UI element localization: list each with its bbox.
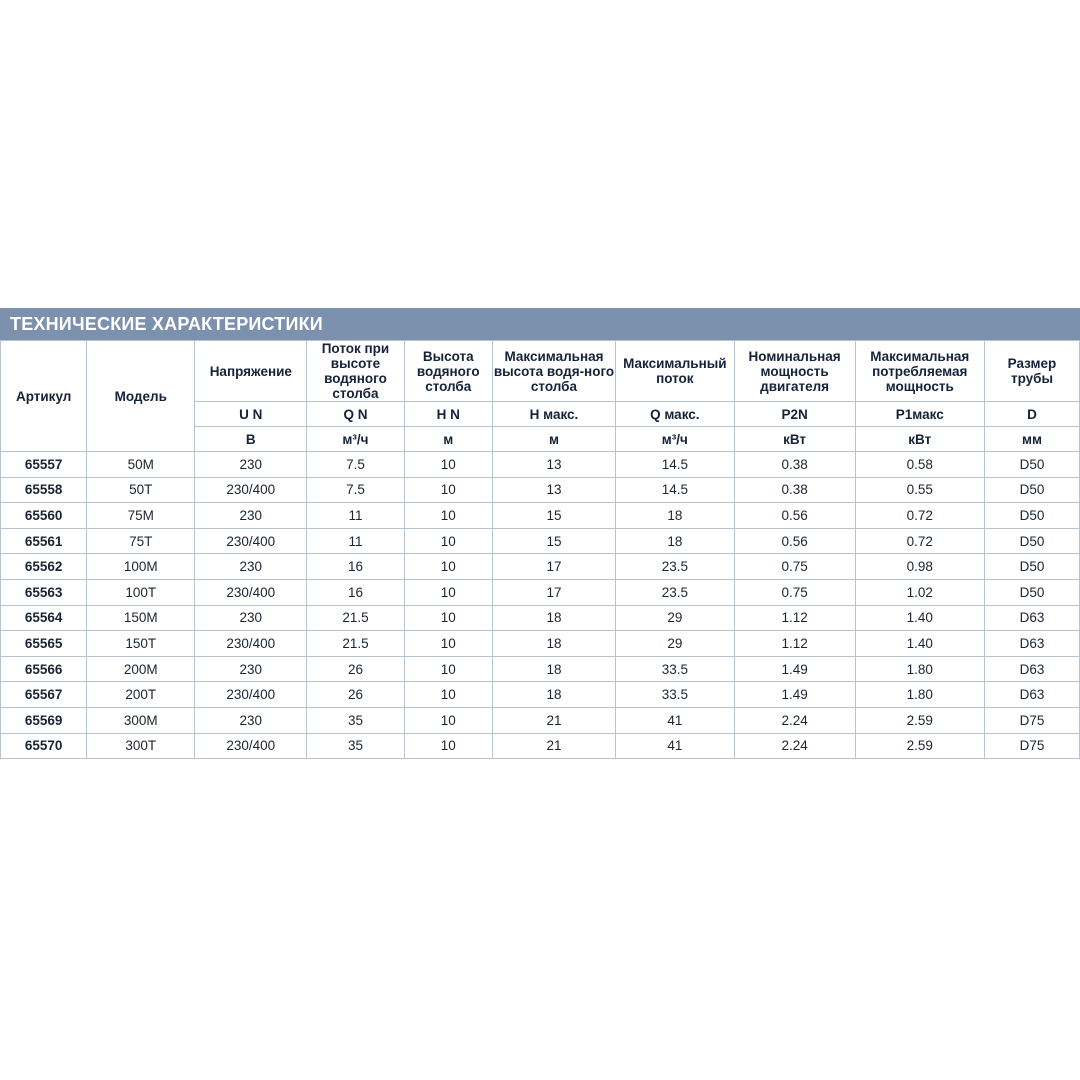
symbol-header-hn: H N — [404, 402, 492, 427]
table-cell: 17 — [492, 579, 615, 605]
table-cell: D63 — [984, 631, 1079, 657]
table-cell: 29 — [615, 605, 734, 631]
table-row — [1, 554, 1080, 580]
table-cell: 100M — [87, 554, 195, 580]
unit-header-un: В — [195, 427, 307, 452]
table-cell: 18 — [615, 503, 734, 529]
unit-header-d: мм — [984, 427, 1079, 452]
table-cell: 33.5 — [615, 682, 734, 708]
table-row — [1, 528, 1080, 554]
column-header-head: Высота водяного столба — [404, 341, 492, 402]
table-cell: 230 — [195, 656, 307, 682]
column-header-article: Артикул — [1, 341, 87, 452]
table-cell: 18 — [492, 631, 615, 657]
column-header-max-flow: Максимальный поток — [615, 341, 734, 402]
table-cell: 0.98 — [855, 554, 984, 580]
table-cell: 230 — [195, 503, 307, 529]
table-cell: 1.80 — [855, 656, 984, 682]
table-cell: D75 — [984, 733, 1079, 759]
table-cell: 2.24 — [734, 733, 855, 759]
table-cell: 200M — [87, 656, 195, 682]
unit-header-hn: м — [404, 427, 492, 452]
table-cell: 14.5 — [615, 452, 734, 478]
specifications-section — [0, 308, 1080, 759]
table-cell: 10 — [404, 707, 492, 733]
column-header-voltage: Напряжение — [195, 341, 307, 402]
table-cell: 29 — [615, 631, 734, 657]
table-cell: 10 — [404, 631, 492, 657]
table-cell: 0.56 — [734, 528, 855, 554]
table-cell: 2.59 — [855, 733, 984, 759]
table-cell: 7.5 — [307, 452, 404, 478]
table-cell: D50 — [984, 528, 1079, 554]
table-head — [1, 341, 1080, 452]
symbol-header-p2n: P2N — [734, 402, 855, 427]
table-cell: 300T — [87, 733, 195, 759]
table-cell: 23.5 — [615, 554, 734, 580]
column-header-pipe-size: Размер трубы — [984, 341, 1079, 402]
table-cell: 10 — [404, 528, 492, 554]
column-header-flow-at-head: Поток при высоте водяного столба — [307, 341, 404, 402]
table-row — [1, 682, 1080, 708]
table-cell: 2.59 — [855, 707, 984, 733]
table-cell: D50 — [984, 477, 1079, 503]
unit-header-qn: м³/ч — [307, 427, 404, 452]
symbol-header-p1max: P1макс — [855, 402, 984, 427]
table-body — [1, 452, 1080, 759]
table-cell: 7.5 — [307, 477, 404, 503]
table-cell: 10 — [404, 503, 492, 529]
table-row — [1, 605, 1080, 631]
table-cell: 1.02 — [855, 579, 984, 605]
table-cell: 13 — [492, 452, 615, 478]
cell-article: 65567 — [1, 682, 87, 708]
table-cell: 11 — [307, 528, 404, 554]
table-cell: 230/400 — [195, 528, 307, 554]
table-cell: 10 — [404, 733, 492, 759]
table-cell: 16 — [307, 554, 404, 580]
table-cell: 10 — [404, 554, 492, 580]
unit-header-p2n: кВт — [734, 427, 855, 452]
table-cell: D63 — [984, 605, 1079, 631]
table-cell: 0.38 — [734, 477, 855, 503]
cell-article: 65557 — [1, 452, 87, 478]
table-cell: 150M — [87, 605, 195, 631]
table-cell: 16 — [307, 579, 404, 605]
cell-article: 65562 — [1, 554, 87, 580]
table-row — [1, 631, 1080, 657]
table-cell: 0.38 — [734, 452, 855, 478]
table-cell: 18 — [492, 656, 615, 682]
symbol-header-d: D — [984, 402, 1079, 427]
table-cell: 50M — [87, 452, 195, 478]
specifications-table — [0, 340, 1080, 759]
table-cell: 1.49 — [734, 656, 855, 682]
table-cell: 14.5 — [615, 477, 734, 503]
cell-article: 65561 — [1, 528, 87, 554]
table-row — [1, 707, 1080, 733]
table-cell: 200T — [87, 682, 195, 708]
table-cell: 1.40 — [855, 631, 984, 657]
table-cell: 150T — [87, 631, 195, 657]
table-cell: 230/400 — [195, 579, 307, 605]
table-cell: 35 — [307, 733, 404, 759]
table-cell: 230 — [195, 452, 307, 478]
table-cell: D63 — [984, 656, 1079, 682]
table-row — [1, 503, 1080, 529]
table-cell: 10 — [404, 682, 492, 708]
table-cell: 18 — [492, 682, 615, 708]
unit-header-qmax: м³/ч — [615, 427, 734, 452]
table-cell: 15 — [492, 503, 615, 529]
cell-article: 65560 — [1, 503, 87, 529]
cell-article: 65563 — [1, 579, 87, 605]
table-cell: 230 — [195, 554, 307, 580]
table-row — [1, 579, 1080, 605]
table-cell: 35 — [307, 707, 404, 733]
table-cell: 13 — [492, 477, 615, 503]
table-cell: 100T — [87, 579, 195, 605]
table-cell: D75 — [984, 707, 1079, 733]
table-cell: 1.49 — [734, 682, 855, 708]
column-header-model: Модель — [87, 341, 195, 452]
cell-article: 65565 — [1, 631, 87, 657]
table-cell: 41 — [615, 733, 734, 759]
table-cell: 26 — [307, 682, 404, 708]
table-cell: 17 — [492, 554, 615, 580]
cell-article: 65566 — [1, 656, 87, 682]
table-cell: 41 — [615, 707, 734, 733]
table-cell: 0.56 — [734, 503, 855, 529]
table-cell: 1.40 — [855, 605, 984, 631]
table-cell: 230 — [195, 707, 307, 733]
table-cell: 21 — [492, 707, 615, 733]
table-row — [1, 656, 1080, 682]
table-cell: D50 — [984, 452, 1079, 478]
cell-article: 65558 — [1, 477, 87, 503]
table-cell: 0.72 — [855, 503, 984, 529]
table-cell: 50T — [87, 477, 195, 503]
table-cell: 10 — [404, 656, 492, 682]
column-header-max-input-power: Максимальная потребляемая мощность — [855, 341, 984, 402]
cell-article: 65569 — [1, 707, 87, 733]
table-cell: 10 — [404, 452, 492, 478]
table-cell: 1.80 — [855, 682, 984, 708]
table-cell: 0.72 — [855, 528, 984, 554]
table-cell: 0.75 — [734, 579, 855, 605]
section-title: ТЕХНИЧЕСКИЕ ХАРАКТЕРИСТИКИ — [0, 308, 1080, 340]
table-cell: 21 — [492, 733, 615, 759]
table-cell: 10 — [404, 579, 492, 605]
cell-article: 65564 — [1, 605, 87, 631]
table-cell: 15 — [492, 528, 615, 554]
table-cell: D50 — [984, 503, 1079, 529]
table-cell: 18 — [615, 528, 734, 554]
table-cell: 2.24 — [734, 707, 855, 733]
table-cell: 21.5 — [307, 631, 404, 657]
table-cell: 0.75 — [734, 554, 855, 580]
table-cell: 230/400 — [195, 477, 307, 503]
table-cell: 230/400 — [195, 682, 307, 708]
symbol-header-un: U N — [195, 402, 307, 427]
table-cell: 10 — [404, 605, 492, 631]
table-cell: 1.12 — [734, 605, 855, 631]
table-cell: 75T — [87, 528, 195, 554]
table-cell: 1.12 — [734, 631, 855, 657]
table-cell: 0.55 — [855, 477, 984, 503]
table-row — [1, 733, 1080, 759]
table-cell: D50 — [984, 579, 1079, 605]
table-cell: D50 — [984, 554, 1079, 580]
table-cell: 230/400 — [195, 733, 307, 759]
symbol-header-qmax: Q макс. — [615, 402, 734, 427]
symbol-header-qn: Q N — [307, 402, 404, 427]
table-cell: 11 — [307, 503, 404, 529]
unit-header-hmax: м — [492, 427, 615, 452]
table-cell: D63 — [984, 682, 1079, 708]
column-header-max-head: Максимальная высота водя-ного столба — [492, 341, 615, 402]
table-cell: 230 — [195, 605, 307, 631]
header-row-main — [1, 341, 1080, 402]
table-cell: 26 — [307, 656, 404, 682]
table-row — [1, 452, 1080, 478]
table-cell: 33.5 — [615, 656, 734, 682]
column-header-rated-motor-power: Номинальная мощность двигателя — [734, 341, 855, 402]
table-cell: 21.5 — [307, 605, 404, 631]
table-cell: 0.58 — [855, 452, 984, 478]
table-cell: 23.5 — [615, 579, 734, 605]
table-cell: 75M — [87, 503, 195, 529]
table-cell: 10 — [404, 477, 492, 503]
table-cell: 18 — [492, 605, 615, 631]
cell-article: 65570 — [1, 733, 87, 759]
table-row — [1, 477, 1080, 503]
table-cell: 230/400 — [195, 631, 307, 657]
table-cell: 300M — [87, 707, 195, 733]
symbol-header-hmax: H макс. — [492, 402, 615, 427]
unit-header-p1max: кВт — [855, 427, 984, 452]
